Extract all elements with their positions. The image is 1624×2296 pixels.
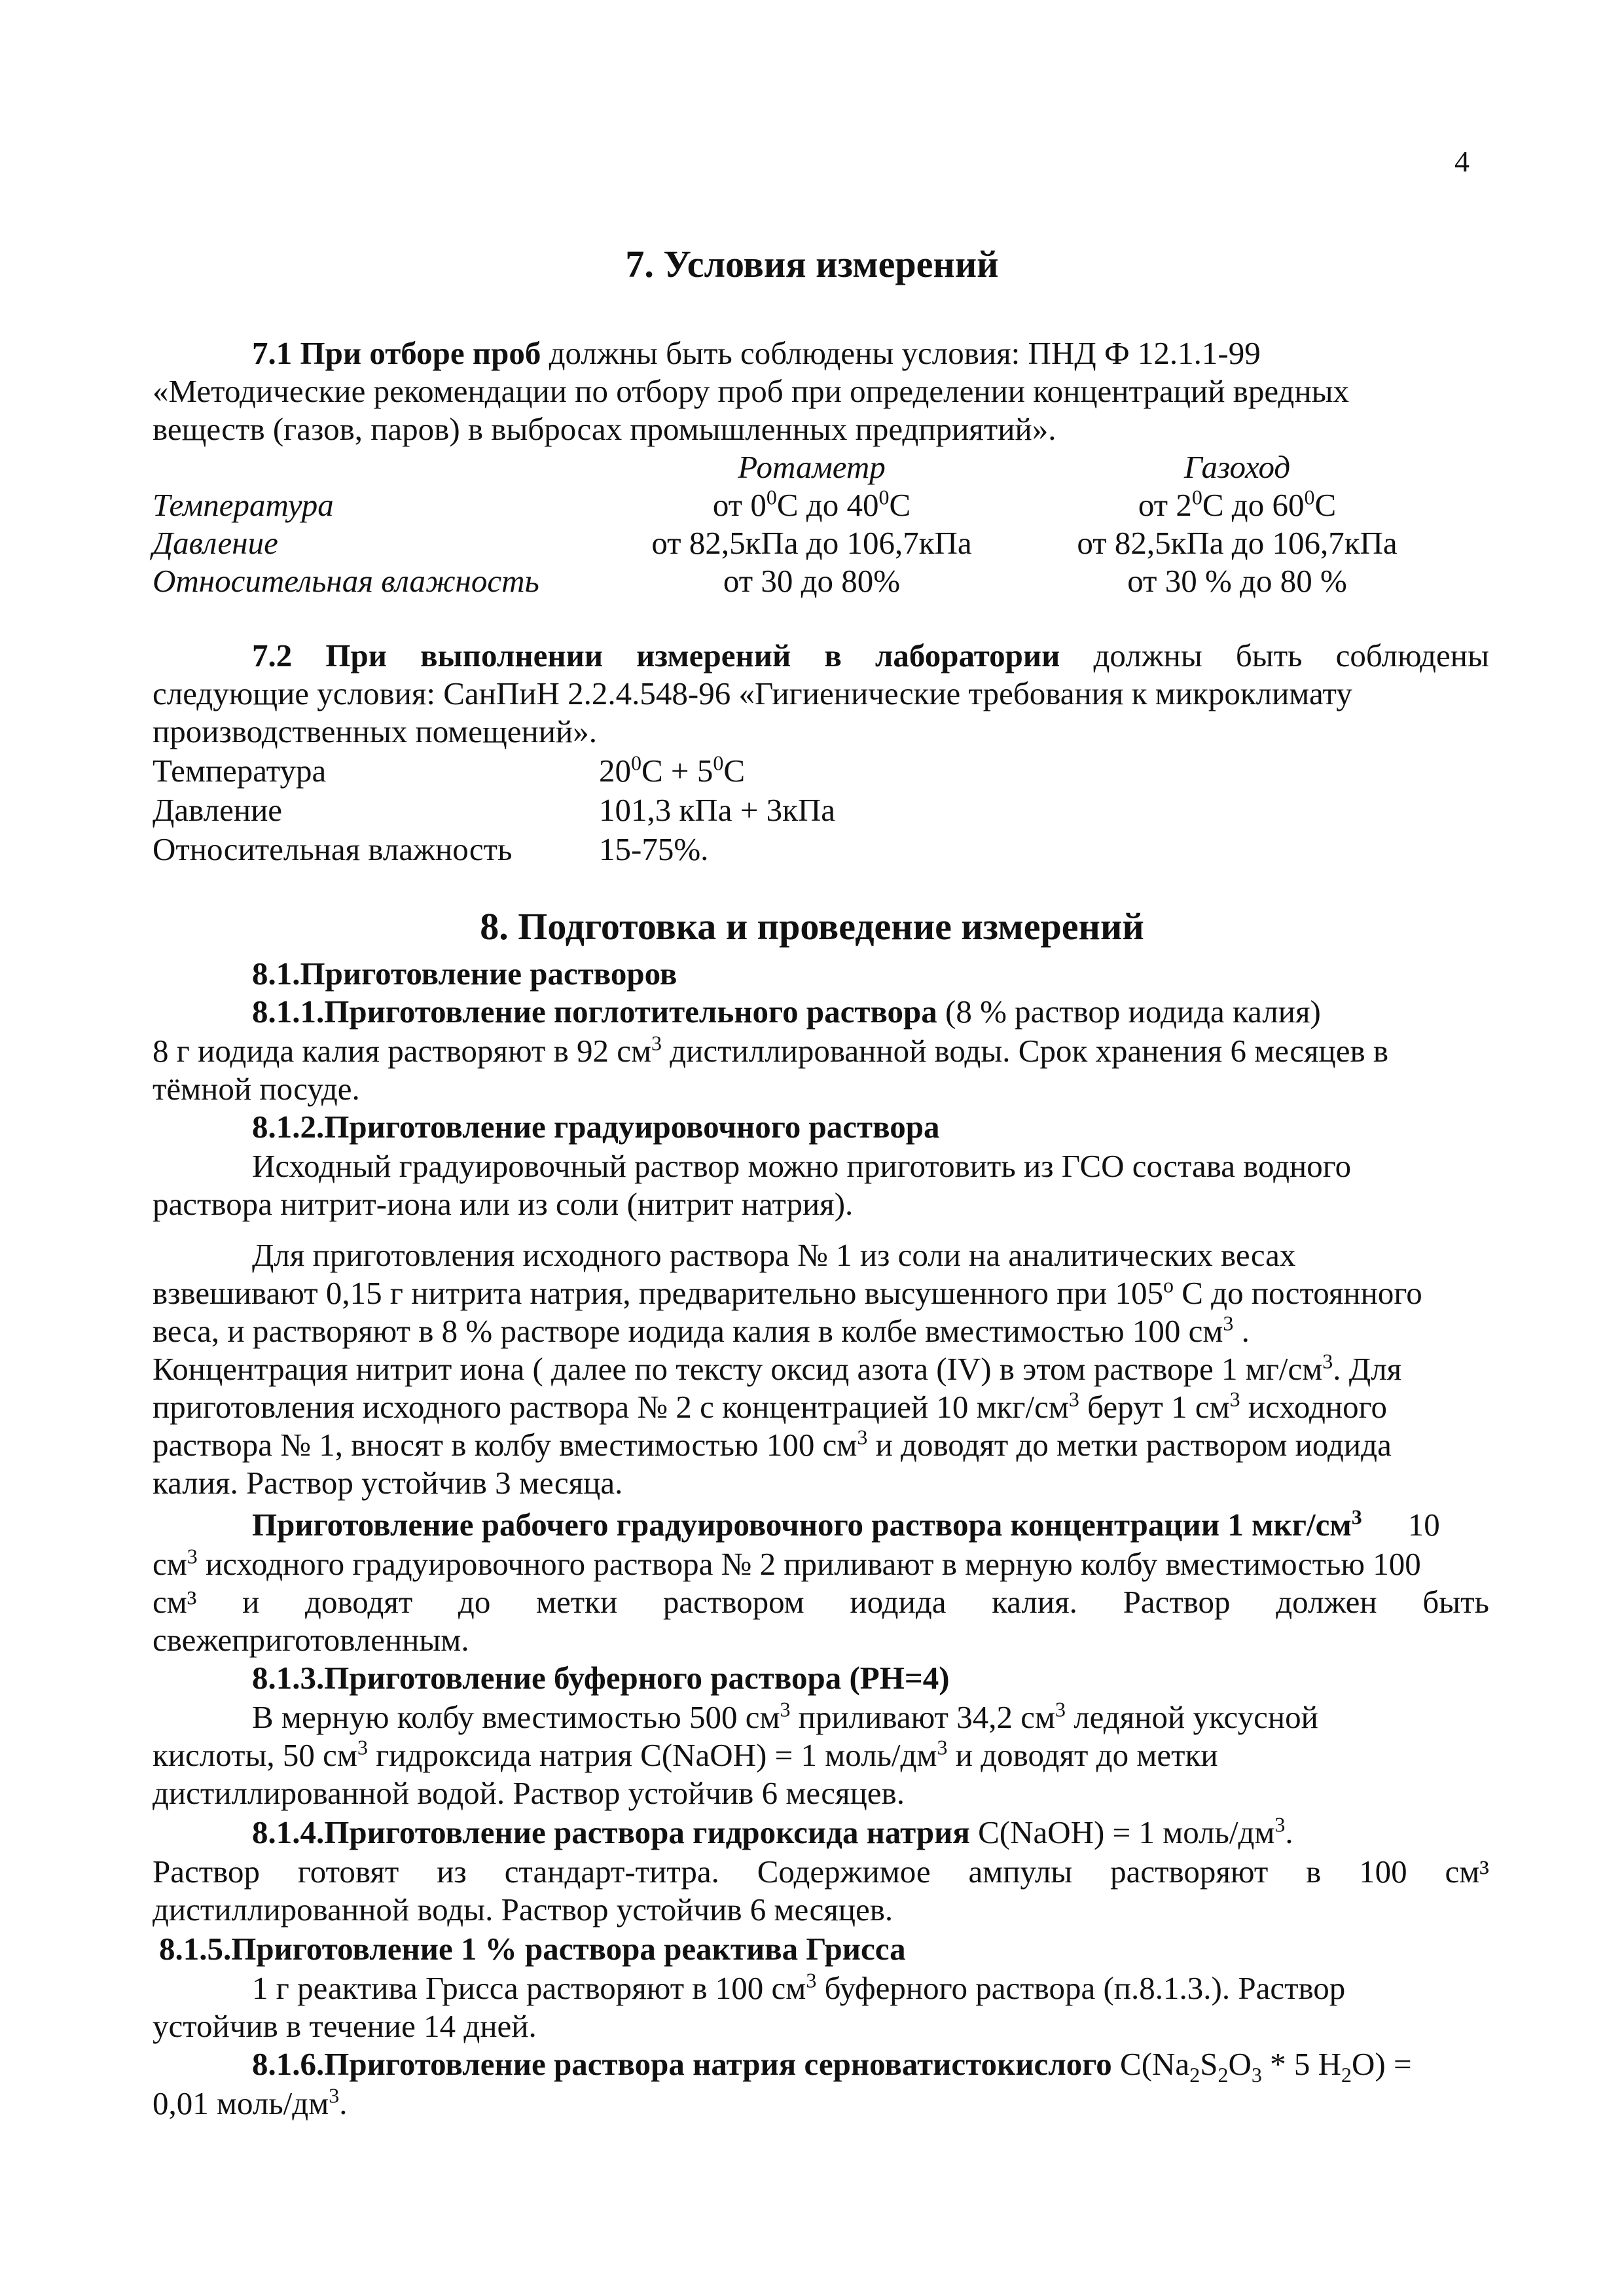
para-8-1-2c-line-4: свежеприготовленным. [153,1622,469,1658]
para-7-2-line-1: 7.2 При выполнении измерений в лаборатории должны быть соблюдены [252,637,1489,673]
para-8-1-1-line-2: тёмной посуде. [153,1071,360,1107]
heading-8-1-1: 8.1.1.Приготовление поглотительного раствора (8 % раствор иодида калия) [252,994,1321,1030]
para-8-1-2b-line-3: веса, и растворяют в 8 % растворе иодида калия в колбе вместимостью 100 $см^3$ . [153,1311,1250,1349]
para-7-1-line-2: «Методические рекомендации по отбору проб при определении концентраций вредных [153,373,1350,409]
para-8-1-2b-line-6: раствора № 1, вносят в колбу вместимостью 100 $см^3$ и доводят до метки раствором иодида [153,1425,1392,1463]
section-7-title: 7. Условия измерений [625,243,999,285]
para-8-1-4-line-1: Раствор готовят из стандарт-титра. Содержимое ампулы растворяют в 100 см³ [153,1854,1489,1890]
para-8-1-2c-line-1: Приготовление рабочего градуировочного раствора концентрации 1 мкг/$см^3$ 10 [252,1505,1440,1543]
table1-row-humidity-rotameter: от 30 до 80% [723,563,901,599]
para-8-1-2c-line-3: см³ и доводят до метки раствором иодида калия. Раствор должен быть [153,1584,1489,1620]
table1-col-gas-duct: Газоход [1183,449,1291,485]
heading-8-1-5: 8.1.5.Приготовление 1 % раствора реактива Грисса [159,1931,906,1967]
para-8-1-2b-line-1: Для приготовления исходного раствора № 1 из соли на аналитических весах [252,1237,1296,1273]
para-8-1-3-line-3: дистиллированной водой. Раствор устойчив 6 месяцев. [153,1775,905,1811]
table2-temperature-label: Температура [153,753,327,789]
table1-row-temperature-duct: от $2^0С$ до $60^0С$ [1138,485,1337,523]
para-8-1-2c-line-2: $см^3$ исходного градуировочного раствора № 2 приливают в мерную колбу вместимостью 100 [153,1544,1421,1582]
table1-row-pressure-rotameter: от 82,5кПа до 106,7кПа [651,525,972,561]
para-8-1-2a-line-1: Исходный градуировочный раствор можно приготовить из ГСО состава водного [252,1148,1352,1184]
table1-row-humidity-label: Относительная влажность [153,563,539,599]
table2-pressure-value: 101,3 кПа + 3кПа [599,792,836,828]
para-8-1-5-line-1: 1 г реактива Грисса растворяют в 100 $см^3$ буферного раствора (п.8.1.3.). Раствор [252,1968,1346,2006]
para-7-2-line-2: следующие условия: СанПиН 2.2.4.548-96 «Гигиенические требования к микроклимату [153,675,1352,711]
para-8-1-1-line-1: 8 г иодида калия растворяют в 92 $см^3$ дистиллированной воды. Срок хранения 6 месяцев в [153,1031,1388,1069]
table1-row-temperature-label: Температура [153,487,334,523]
para-7-1-heading: 7.1 При отборе проб [252,335,541,371]
para-8-1-2b-line-2: взвешивают 0,15 г нитрита натрия, предварительно высушенного при 105$^o$ С до постоянного [153,1273,1422,1311]
page-number: 4 [1454,145,1470,178]
para-8-1-5-line-2: устойчив в течение 14 дней. [153,2008,537,2044]
table2-pressure-label: Давление [153,792,283,828]
heading-8-1-2: 8.1.2.Приготовление градуировочного раствора [252,1109,940,1145]
para-8-1-2b-line-7: калия. Раствор устойчив 3 месяца. [153,1465,623,1501]
para-8-1-3-line-2: кислоты, 50 $см^3$ гидроксида натрия С(NaOH) = 1 моль/$дм^3$ и доводят до метки [153,1735,1218,1773]
para-8-1-6-line-2: 0,01 моль/$дм^3$. [153,2083,348,2121]
heading-8-1-4: 8.1.4.Приготовление раствора гидроксида натрия С(NaOH) = 1 моль/$дм^3$. [252,1812,1293,1850]
table1-row-temperature-rotameter: от $0^0С$ до $40^0С$ [712,485,911,523]
para-7-1-text: должны быть соблюдены условия: ПНД Ф 12.1.1-99 [541,335,1261,371]
table1-row-humidity-duct: от 30 % до 80 % [1127,563,1347,599]
para-7-2-line-3: производственных помещений». [153,713,597,749]
para-8-1-3-line-1: В мерную колбу вместимостью 500 $см^3$ приливают 34,2 $см^3$ ледяной уксусной [252,1697,1318,1735]
heading-8-1-6: 8.1.6.Приготовление раствора натрия серноватистокислого $С(Na_2S_2O_3 * 5$ $H_2O$) = [252,2046,1412,2087]
para-8-1-2a-line-2: раствора нитрит-иона или из соли (нитрит натрия). [153,1186,854,1222]
heading-8-1: 8.1.Приготовление растворов [252,956,677,992]
para-8-1-2b-line-4: Концентрация нитрит иона ( далее по тексту оксид азота (IV) в этом растворе 1 $мг/см^3$. Для [153,1349,1402,1387]
table1-col-rotameter: Ротаметр [738,449,886,485]
para-7-1-line-1 [252,334,1261,373]
table2-humidity-label: Относительная влажность [153,831,513,867]
para-7-1-line-3: веществ (газов, паров) в выбросах промышленных предприятий». [153,411,1056,447]
para-8-1-4-line-2: дистиллированной воды. Раствор устойчив 6 месяцев. [153,1892,893,1928]
table2-temperature-value: $20^0С + 5^0С$ [599,751,746,789]
para-8-1-2b-line-5: приготовления исходного раствора № 2 с концентрацией 10 мкг/$см^3$ берут 1 $см^3$ исходного [153,1387,1387,1425]
table2-humidity-value: 15-75%. [599,831,709,867]
section-8-title: 8. Подготовка и проведение измерений [480,905,1144,948]
table1-row-pressure-duct: от 82,5кПа до 106,7кПа [1077,525,1398,561]
table1-row-pressure-label: Давление [153,525,278,561]
heading-8-1-3: 8.1.3.Приготовление буферного раствора (PH=4) [252,1660,950,1696]
